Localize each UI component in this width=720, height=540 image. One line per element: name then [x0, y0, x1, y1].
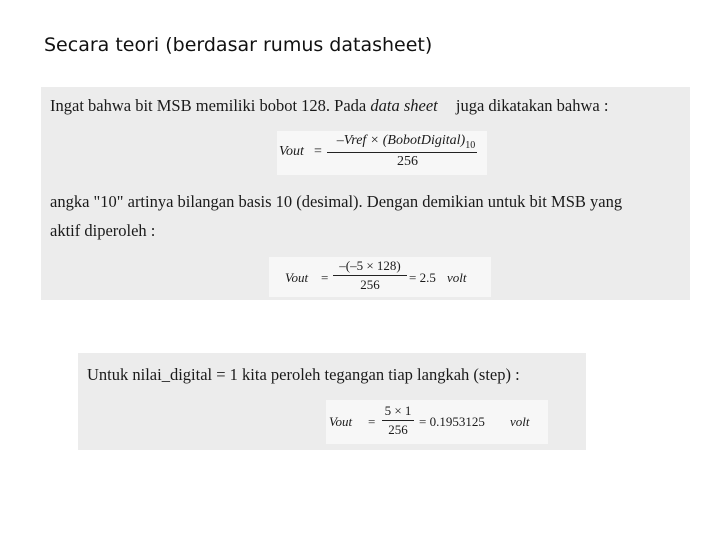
intro-line — [50, 96, 608, 116]
formula2-result: = 2.5 — [409, 270, 436, 285]
formula2-fraction — [333, 258, 407, 293]
formula3-denominator: 256 — [388, 422, 408, 437]
explanation-line-1: angka "10" artinya bilangan basis 10 (desimal). Dengan demikian untuk bit MSB yang — [50, 192, 623, 211]
formula2-numerator: –(–5 × 128) — [339, 258, 401, 273]
formula1-denominator: 256 — [397, 153, 418, 169]
formula3-fraction — [382, 403, 414, 438]
intro-prefix: Ingat bahwa bit MSB memiliki bobot 128. Pada — [50, 96, 367, 115]
slide-title: Secara teori (berdasar rumus datasheet) — [44, 34, 433, 56]
formula-vout-msb — [269, 257, 491, 297]
formula1-equals: = — [314, 144, 322, 159]
formula-vout-general — [277, 131, 487, 175]
explanation-line-2: aktif diperoleh : — [50, 221, 156, 240]
formula1-numerator: –Vref × (BobotDigital) — [336, 133, 466, 148]
fraction-bar — [333, 275, 407, 276]
intro-suffix: juga dikatakan bahwa : — [455, 96, 609, 115]
step-intro: Untuk nilai_digital = 1 kita peroleh tegangan tiap langkah (step) : — [87, 365, 520, 384]
formula3-unit: volt — [510, 414, 530, 429]
formula2-equals: = — [321, 270, 329, 285]
formula3-equals: = — [368, 414, 376, 429]
formula1-fraction — [327, 133, 485, 170]
step-voltage-panel — [78, 353, 586, 450]
formula1-subscript: 10 — [465, 139, 476, 151]
intro-italic: data sheet — [370, 96, 438, 115]
formula3-lhs: Vout — [329, 414, 353, 429]
formula-vout-step — [326, 400, 548, 444]
formula3-result: = 0.1953125 — [419, 414, 485, 429]
fraction-bar — [382, 420, 414, 421]
datasheet-panel — [41, 87, 690, 300]
formula2-unit: volt — [447, 270, 467, 285]
formula1-lhs: Vout — [279, 144, 304, 159]
formula2-denominator: 256 — [360, 277, 380, 292]
fraction-bar — [327, 152, 477, 153]
formula3-numerator: 5 × 1 — [384, 403, 412, 418]
formula2-lhs: Vout — [285, 270, 309, 285]
